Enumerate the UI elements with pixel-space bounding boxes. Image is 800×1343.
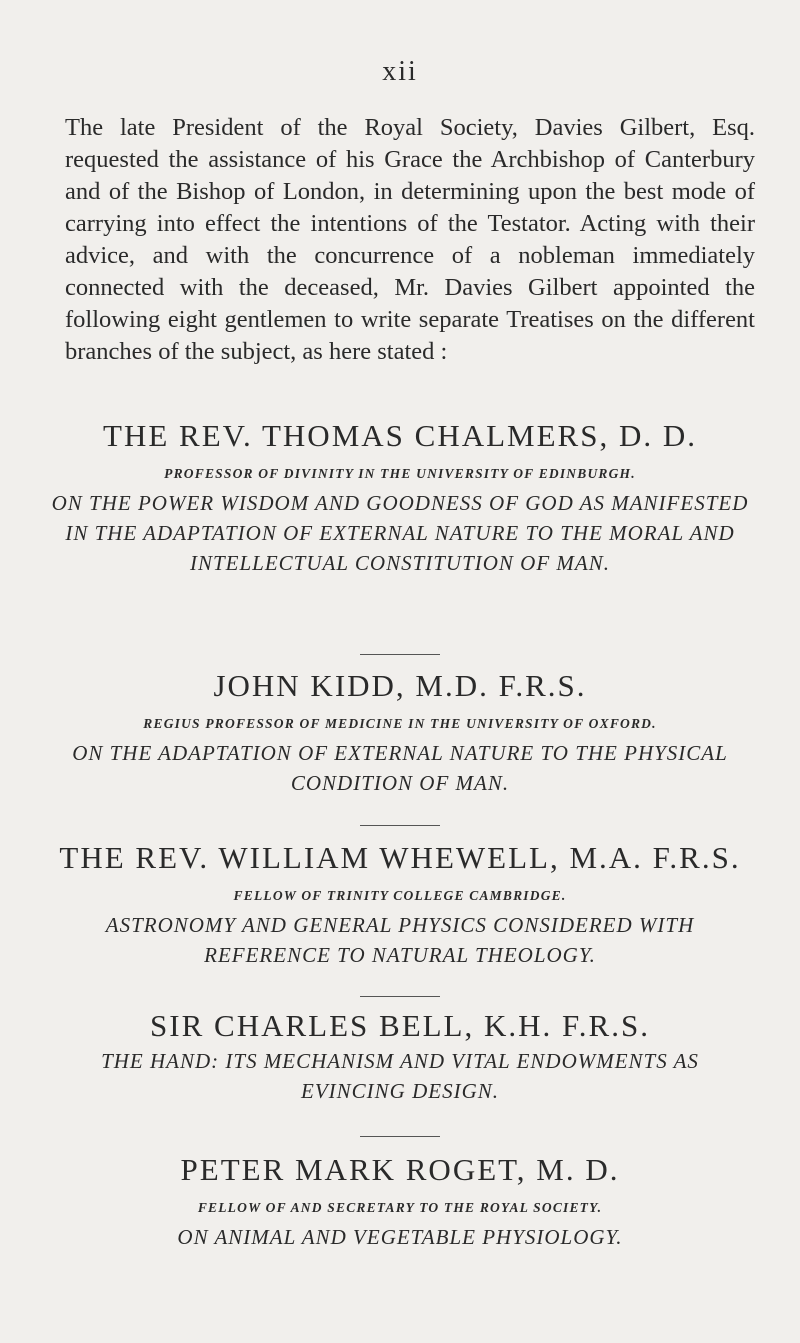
- page-number: xii: [382, 56, 418, 87]
- divider-rule: [360, 996, 440, 997]
- author-name: JOHN KIDD, M.D. F.R.S.: [213, 668, 587, 703]
- author-entry-kidd: [40, 668, 760, 798]
- treatise-title: ON THE ADAPTATION OF EXTERNAL NATURE TO THE PHYSICAL CONDITION OF MAN.: [72, 741, 728, 795]
- treatise-title: ON THE POWER WISDOM AND GOODNESS OF GOD AS MANIFESTED IN THE ADAPTATION OF EXTERNAL NATURE TO THE MORAL AND INTELLECTUAL CONSTITUTION OF MAN.: [51, 491, 749, 575]
- author-name: SIR CHARLES BELL, K.H. F.R.S.: [150, 1008, 650, 1043]
- author-name: THE REV. WILLIAM WHEWELL, M.A. F.R.S.: [59, 840, 741, 875]
- author-entry-chalmers: [40, 418, 760, 578]
- author-entry-whewell: [40, 840, 760, 970]
- treatise-title: ASTRONOMY AND GENERAL PHYSICS CONSIDERED WITH REFERENCE TO NATURAL THEOLOGY.: [105, 913, 695, 967]
- author-entry-bell: [40, 1008, 760, 1106]
- treatise-title: ON ANIMAL AND VEGETABLE PHYSIOLOGY.: [177, 1225, 623, 1249]
- treatise-title: THE HAND: ITS MECHANISM AND VITAL ENDOWMENTS AS EVINCING DESIGN.: [101, 1049, 699, 1103]
- divider-rule: [360, 1136, 440, 1137]
- intro-paragraph: The late President of the Royal Society, Davies Gilbert, Esq. requested the assistance of his Grace the Archbishop of Canterbury and of the Bishop of London, in determining upon the best mode of carrying into effect the intentions of the Testator. Acting with their advice, and with the concurrence of a nobleman immediately connected with the deceased, Mr. Davies Gilbert appointed the following eight gentlemen to write separate Treatises on the different branches of the subject, as here stated :: [65, 114, 755, 365]
- author-name: PETER MARK ROGET, M. D.: [180, 1152, 620, 1187]
- author-credential: FELLOW OF AND SECRETARY TO THE ROYAL SOCIETY.: [197, 1200, 603, 1215]
- divider-rule: [360, 654, 440, 655]
- author-credential: FELLOW OF TRINITY COLLEGE CAMBRIDGE.: [233, 888, 567, 903]
- divider-rule: [360, 825, 440, 826]
- author-credential: PROFESSOR OF DIVINITY IN THE UNIVERSITY OF EDINBURGH.: [164, 466, 636, 481]
- author-name: THE REV. THOMAS CHALMERS, D. D.: [103, 418, 697, 453]
- author-entry-roget: [40, 1152, 760, 1252]
- author-credential: REGIUS PROFESSOR OF MEDICINE IN THE UNIVERSITY OF OXFORD.: [143, 716, 657, 731]
